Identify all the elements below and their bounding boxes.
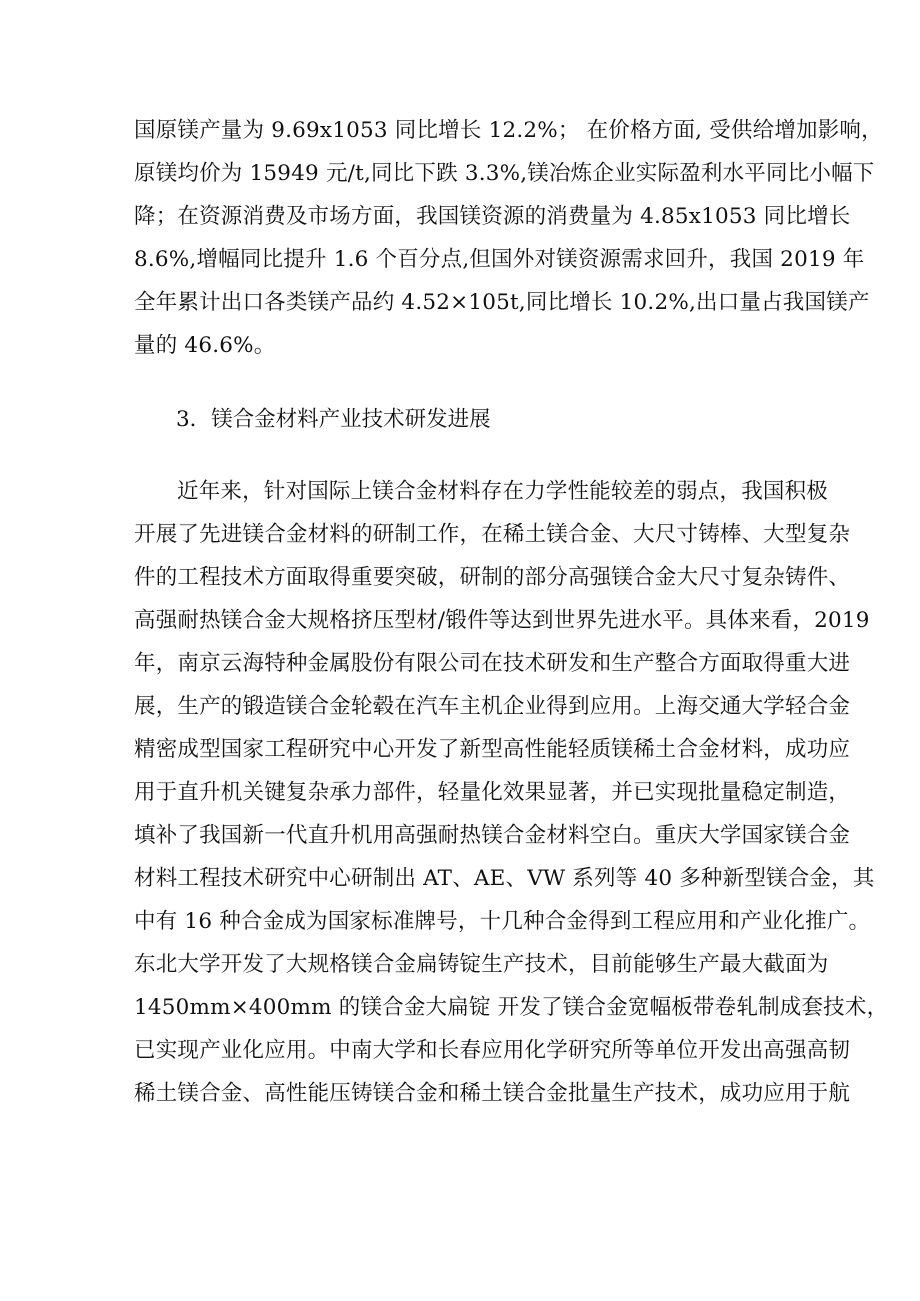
text-line: 高强耐热镁合金大规格挤压型材/锻件等达到世界先进水平。具体来看，2019 <box>134 608 870 633</box>
text-line: 精密成型国家工程研究中心开发了新型高性能轻质镁稀土合金材料，成功应 <box>134 737 851 762</box>
text-line: 中有 16 种合金成为国家标准牌号，十几种合金得到工程应用和产业化推广。 <box>134 909 871 934</box>
text-line: 国原镁产量为 9.69x1053 同比增长 12.2%； 在价格方面, 受供给增加影响， <box>134 118 883 143</box>
text-line: 已实现产业化应用。中南大学和长春应用化学研究所等单位开发出高强高韧 <box>134 1038 851 1063</box>
text-line: 材料工程技术研究中心研制出 AT、AE、VW 系列等 40 多种新型镁合金，其 <box>134 866 875 891</box>
text-line: 量的 46.6%。 <box>134 333 276 358</box>
paragraph-rd-progress <box>134 470 889 1115</box>
text-line: 年，南京云海特种金属股份有限公司在技术研发和生产整合方面取得重大进 <box>134 651 851 676</box>
text-line: 近年来，针对国际上镁合金材料存在力学性能较差的弱点，我国积极 <box>177 479 829 504</box>
text-line: 件的工程技术方面取得重要突破，研制的部分高强镁合金大尺寸复杂铸件、 <box>134 565 851 590</box>
text-line: 用于直升机关键复杂承力部件，轻量化效果显著，并已实现批量稳定制造， <box>134 780 851 805</box>
paragraph-production-stats <box>134 109 883 367</box>
section-heading: 3．镁合金材料产业技术研发进展 <box>176 407 491 432</box>
text-line: 开展了先进镁合金材料的研制工作，在稀土镁合金、大尺寸铸棒、大型复杂 <box>134 522 851 547</box>
text-line: 东北大学开发了大规格镁合金扁铸锭生产技术，目前能够生产最大截面为 <box>134 952 829 977</box>
text-line: 8.6%,增幅同比提升 1.6 个百分点,但国外对镁资源需求回升，我国 2019 年 <box>134 247 865 272</box>
text-line: 稀土镁合金、高性能压铸镁合金和稀土镁合金批量生产技术，成功应用于航 <box>134 1081 851 1106</box>
text-line: 降；在资源消费及市场方面，我国镁资源的消费量为 4.85x1053 同比增长 <box>134 204 851 229</box>
text-line: 全年累计出口各类镁产品约 4.52×105t,同比增长 10.2%,出口量占我国镁产 <box>134 290 870 315</box>
text-line: 填补了我国新一代直升机用高强耐热镁合金材料空白。重庆大学国家镁合金 <box>134 823 851 848</box>
text-line: 原镁均价为 15949 元/t,同比下跌 3.3%,镁冶炼企业实际盈利水平同比小幅下 <box>134 161 875 186</box>
text-line: 展，生产的锻造镁合金轮毂在汽车主机企业得到应用。上海交通大学轻合金 <box>134 694 851 719</box>
text-line: 1450mm×400mm 的镁合金大扁锭 开发了镁合金宽幅板带卷轧制成套技术， <box>134 995 889 1020</box>
